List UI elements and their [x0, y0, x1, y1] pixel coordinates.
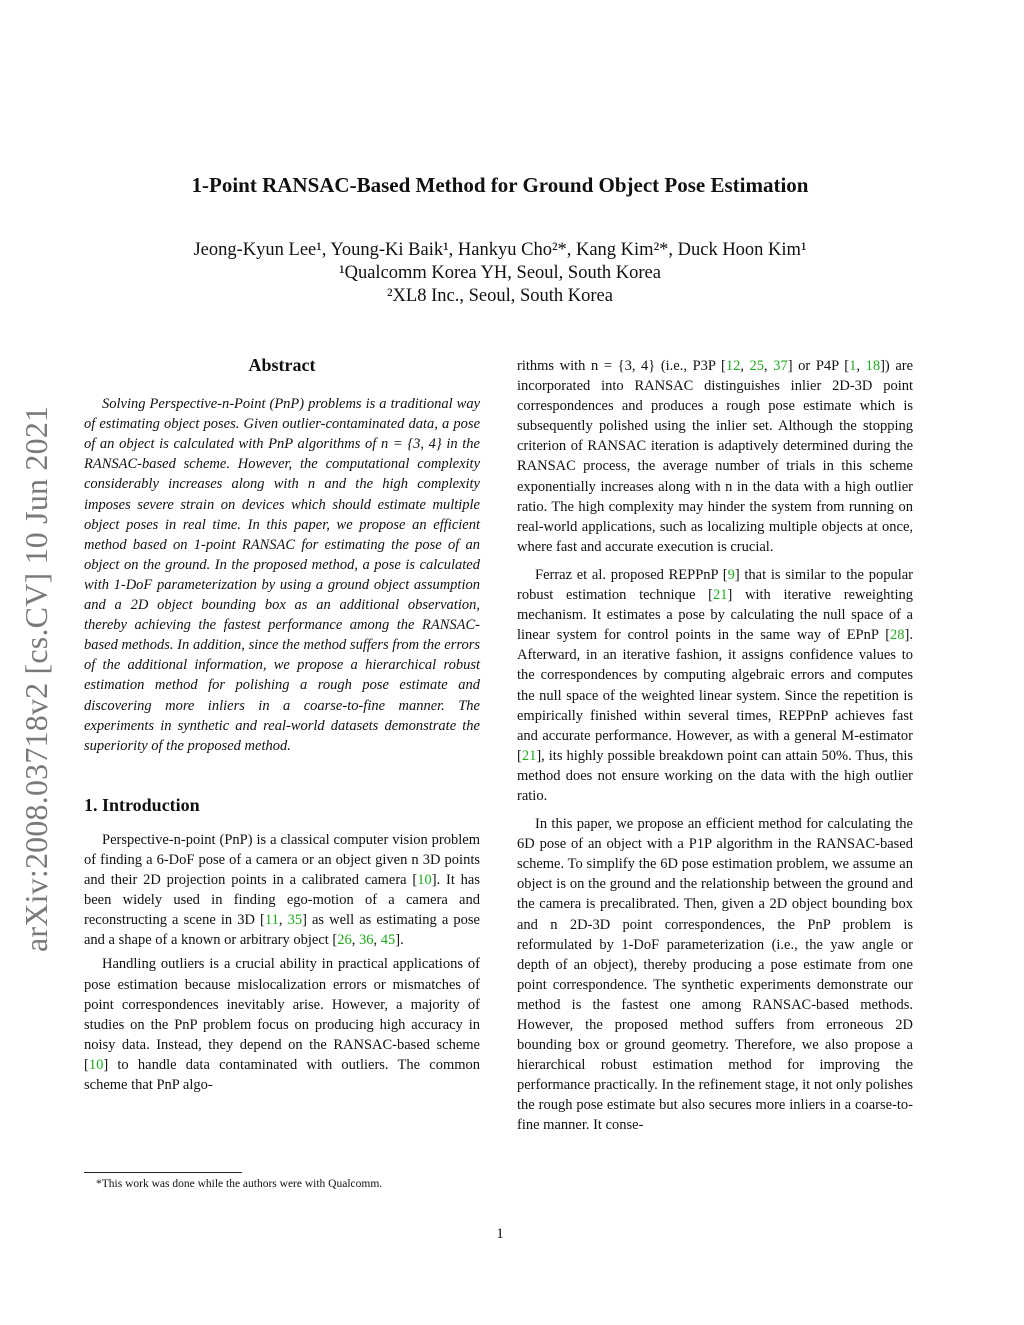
citation-link[interactable]: 1: [849, 358, 857, 374]
text-run: ,: [351, 932, 359, 949]
citation-link[interactable]: 36: [359, 932, 374, 949]
text-run: ] that is similar to the popular robust estimation technique [: [517, 566, 913, 604]
page-number: 1: [496, 1226, 504, 1242]
text-run: ,: [278, 912, 288, 929]
footnote-divider: [84, 1172, 242, 1173]
citation-link[interactable]: 21: [521, 747, 537, 764]
citation-link[interactable]: 12: [725, 358, 741, 374]
citation-link[interactable]: 18: [865, 358, 881, 374]
abstract-text: Solving Perspective-n-Point (PnP) problems is a traditional way of estimating object poses. Given outlier-contaminated data, a pose of an object is calculated with PnP algorithms of n = {3, 4} in the RANSAC-based scheme. However, the computational complexity considerably increases along with n and the high complexity imposes severe strain on devices which should estimate multiple object poses in real time. In this paper, we propose an efficient method based on 1-point RANSAC for estimating the pose of an object on the ground. In the proposed method, a pose is calculated with 1-DoF parameterization by using a ground object assumption and a 2D object bounding box as an additional observation, thereby achieving the fastest performance among the RANSAC-based methods. In addition, since the method suffers from the errors of the additional information, we propose a hierarchical robust estimation method for polishing a rough pose estimate and discovering more inliers in a coarse-to-fine manner. The experiments in synthetic and real-world datasets demonstrate the superiority of the proposed method.: [84, 396, 480, 754]
text-run: ,: [740, 358, 750, 374]
text-run: ].: [395, 932, 404, 949]
text-run: ] or P4P [: [787, 358, 850, 374]
affiliation-2: ²XL8 Inc., Seoul, South Korea: [387, 286, 613, 306]
citation-link[interactable]: 37: [773, 358, 788, 374]
citation-link[interactable]: 26: [337, 932, 352, 949]
section-heading-introduction: 1. Introduction: [84, 794, 200, 815]
text-run: ]. It has been widely used in finding ego-motion of a camera and reconstructing a scene in 3D [: [84, 872, 481, 929]
citation-link[interactable]: 28: [890, 627, 905, 644]
paper-title: 1-Point RANSAC-Based Method for Ground Object Pose Estimation: [191, 173, 809, 197]
citation-link[interactable]: 45: [380, 932, 396, 949]
citation-link[interactable]: 21: [712, 587, 728, 604]
citation-link[interactable]: 10: [88, 1056, 104, 1073]
author-list: Jeong-Kyun Lee¹, Young-Ki Baik¹, Hankyu Cho²*, Kang Kim²*, Duck Hoon Kim¹: [193, 240, 807, 260]
text-run: Ferraz et al. proposed REPPnP [: [535, 566, 728, 583]
intro-paragraph-2: [84, 954, 480, 1095]
right-paragraph-1: [517, 356, 913, 557]
text-run: ] to handle data contaminated with outliers. The common scheme that PnP algo-: [84, 1056, 480, 1093]
left-column: [84, 355, 480, 1099]
affiliation-1: ¹Qualcomm Korea YH, Seoul, South Korea: [339, 263, 661, 283]
right-column: [517, 356, 913, 1144]
author-block: [0, 239, 1000, 308]
text-run: ] with iterative reweighting mechanism. It estimates a pose by calculating the null space of a linear system for control points in the same way of EPnP [: [517, 587, 913, 644]
text-run: rithms with n = {3, 4} (i.e., P3P [: [517, 358, 726, 374]
text-run: ,: [373, 932, 381, 949]
arxiv-identifier: arXiv:2008.03718v2 [cs.CV] 10 Jun 2021: [18, 405, 54, 952]
right-paragraph-3: In this paper, we propose an efficient method for calculating the 6D pose of an object with a P1P algorithm in the RANSAC-based scheme. To simplify the 6D pose estimation problem, we assume an object is on the ground and the relationship between the ground and the camera is precalibrated. Then, given a 2D object bounding box and n 2D-3D point correspondences, the PnP problem is reformulated by 1-DoF parameterization (i.e., the yaw angle or depth of an object), thereby producing a pose estimate from one point correspondence. The synthetic experiments demonstrate our method is the fastest one among RANSAC-based methods. However, the proposed method suffers from erroneous 2D bounding box or ground geometry. Therefore, we also propose a hierarchical robust estimation method for improving the performance practically. In the refinement stage, it not only polishes the rough pose estimate but also secures more inliers in a coarse-to-fine manner. It conse-: [517, 816, 913, 1134]
citation-link[interactable]: 35: [287, 912, 303, 929]
text-run: ]. Afterward, in an iterative fashion, it assigns confidence values to the correspondences by computing algebraic errors and computes the null space of the weighted linear system. Since the repetition is empirically finished within several times, REPPnP achieves fast and accurate performance. However, as with a general M-estimator [: [517, 627, 913, 764]
intro-paragraph-1: [84, 830, 480, 951]
text-run: ,: [764, 358, 774, 374]
text-run: ,: [856, 358, 866, 374]
footnote: *This work was done while the authors were with Qualcomm.: [96, 1178, 383, 1190]
text-run: Perspective-n-point (PnP) is a classical computer vision problem of finding a 6-DoF pose of a camera or an object given n 3D points and their 2D projection points in a calibrated camera [: [84, 831, 480, 889]
text-run: ], its highly possible breakdown point can attain 50%. Thus, this method does not ensure working on the data with the high outlier ratio.: [517, 747, 913, 804]
abstract-heading: Abstract: [248, 355, 316, 375]
citation-link[interactable]: 9: [727, 566, 735, 583]
citation-link[interactable]: 11: [264, 912, 279, 929]
right-paragraph-2: [517, 565, 913, 806]
text-run: Handling outliers is a crucial ability in practical applications of pose estimation because mislocalization errors or mismatches of point correspondences inevitably arise. However, a majority of studies on the PnP problem focus on producing high accuracy in noisy data. Instead, they depend on the RANSAC-based scheme [: [84, 956, 480, 1073]
text-run: ] as well as estimating a pose and a shape of a known or arbitrary object [: [84, 912, 480, 949]
citation-link[interactable]: 25: [749, 358, 765, 374]
citation-link[interactable]: 10: [417, 872, 432, 889]
text-run: ]) are incorporated into RANSAC distinguishes inlier 2D-3D point correspondences and produces a rough pose estimate which is subsequently polished using the inlier set. Although the stopping criterion of RANSAC iteration is adaptively determined during the RANSAC process, the average number of trials in this scheme exponentially increases along with n in the data with a high outlier ratio. The high complexity may hinder the system from running on real-world applications, such as localizing multiple objects at once, where fast and accurate execution is crucial.: [517, 358, 914, 555]
